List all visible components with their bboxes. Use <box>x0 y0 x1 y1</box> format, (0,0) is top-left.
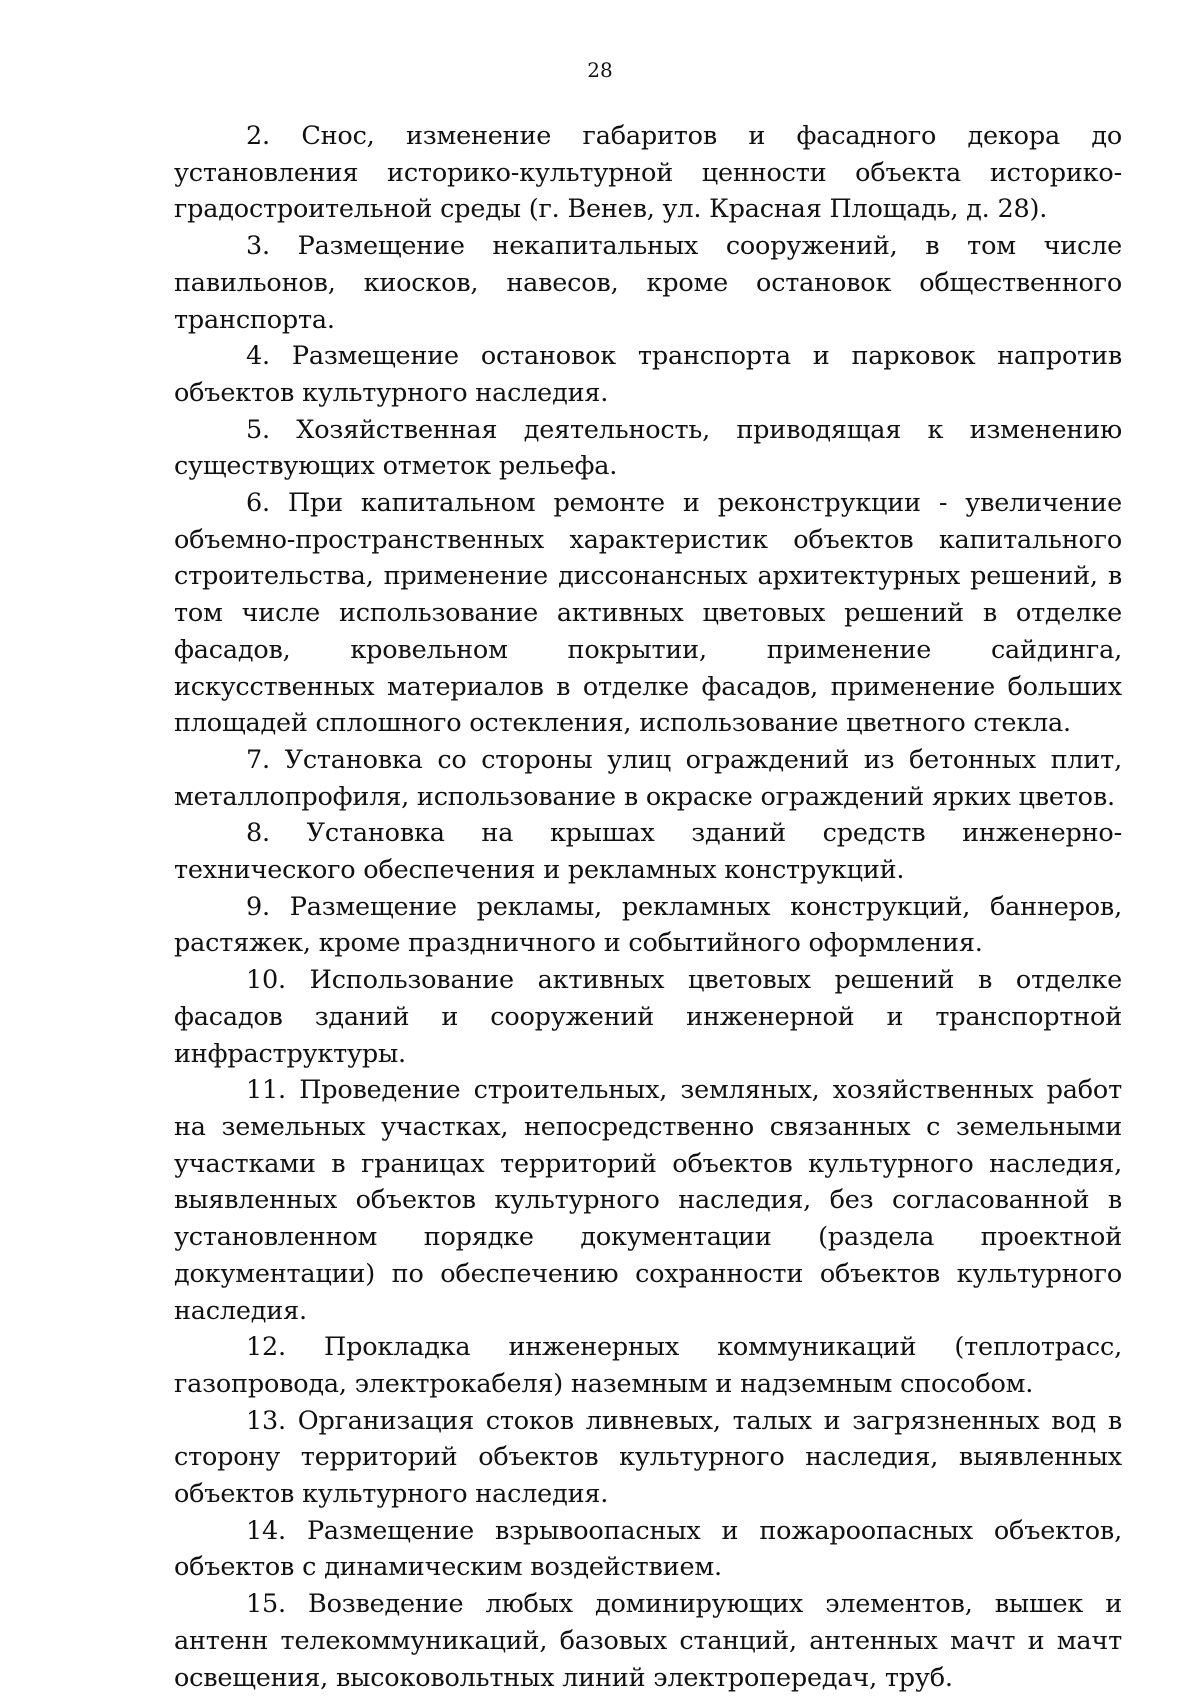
restrictions-list <box>174 118 1122 1696</box>
list-item: 13. Организация стоков ливневых, талых и загрязненных вод в сторону территорий объектов культурного наследия, выявленных объектов культурного наследия. <box>174 1405 1122 1510</box>
list-item: 12. Прокладка инженерных коммуникаций (теплотрасс, газопровода, электрокабеля) наземным и надземным способом. <box>174 1332 1122 1399</box>
page-number: 28 <box>587 58 613 82</box>
list-item: 8. Установка на крышах зданий средств инженерно-технического обеспечения и рекламных конструкций. <box>174 818 1122 886</box>
list-item: 6. При капитальном ремонте и реконструкции - увеличение объемно-пространственных характеристик объектов капитального строительства, применение диссонансных архитектурных решений, в том числе использование активных цветовых решений в отделке фасадов, кровельном покрытии, применение сайдинга, искусственных материалов в отделке фасадов, применение больших площадей сплошного остекления, использование цветного стекла. <box>174 488 1122 739</box>
list-item: 5. Хозяйственная деятельность, приводящая к изменению существующих отметок рельефа. <box>174 414 1122 482</box>
list-item: 3. Размещение некапитальных сооружений, в том числе павильонов, киосков, навесов, кроме остановок общественного транспорта. <box>174 231 1122 335</box>
list-item: 9. Размещение рекламы, рекламных конструкций, баннеров, растяжек, кроме праздничного и событийного оформления. <box>174 891 1122 959</box>
list-item: 7. Установка со стороны улиц ограждений из бетонных плит, металлопрофиля, использование в окраске ограждений ярких цветов. <box>174 744 1122 812</box>
list-item: 14. Размещение взрывоопасных и пожароопасных объектов, объектов с динамическим воздействием. <box>174 1515 1122 1583</box>
list-item: 10. Использование активных цветовых решений в отделке фасадов зданий и сооружений инженерной и транспортной инфраструктуры. <box>174 965 1122 1069</box>
list-item: 11. Проведение строительных, земляных, хозяйственных работ на земельных участках, непосредственно связанных с земельными участками в границах территорий объектов культурного наследия, выявленных объектов культурного наследия, без согласованной в установленном порядке документации (раздела проектной документации) по обеспечению сохранности объектов культурного наследия. <box>174 1075 1122 1326</box>
list-item: 4. Размещение остановок транспорта и парковок напротив объектов культурного наследия. <box>174 341 1122 408</box>
list-item: 15. Возведение любых доминирующих элементов, вышек и антенн телекоммуникаций, базовых станций, антенных мачт и мачт освещения, высоковольтных линий электропередач, труб. <box>174 1589 1122 1693</box>
list-item: 2. Снос, изменение габаритов и фасадного декора до установления историко-культурной ценности объекта историко-градостроительной среды (г. Венев, ул. Красная Площадь, д. 28). <box>174 121 1122 225</box>
